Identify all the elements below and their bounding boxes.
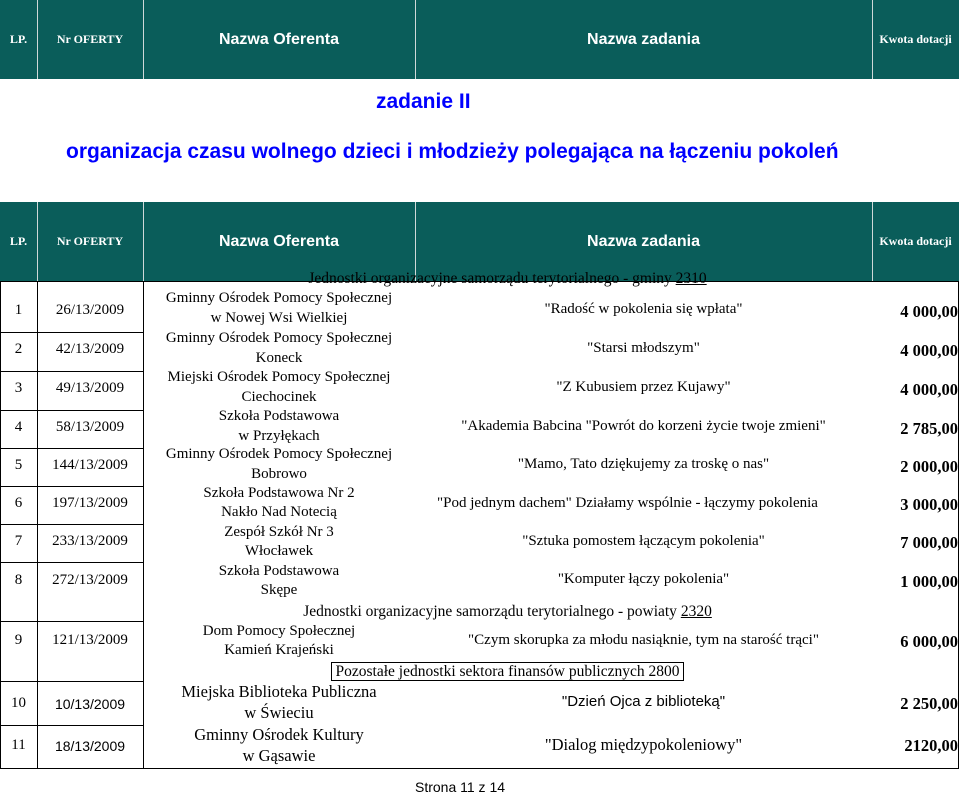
row-oferent-place: w Świeciu <box>244 703 314 722</box>
row-oferent-place: w Przyłękach <box>238 428 320 444</box>
grid-line <box>0 332 143 333</box>
row-zadanie: "Pod jednym dachem" Działamy wspólnie - łączymy pokolenia <box>437 495 818 511</box>
row-nr-oferty: 197/13/2009 <box>52 495 128 511</box>
row-oferent-place: Ciechocinek <box>241 389 317 405</box>
row-zadanie: "Starsi młodszym" <box>587 340 700 356</box>
header-nazwa-oferenta: Nazwa Oferenta <box>143 0 416 79</box>
row-lp: 7 <box>14 533 23 549</box>
section-code: 2800 <box>648 663 680 680</box>
row-nr-oferty: 121/13/2009 <box>52 632 128 648</box>
grid-line <box>0 768 959 769</box>
task-title: zadanie II <box>376 90 471 113</box>
row-kwota: 2 250,00 <box>900 694 958 713</box>
row-oferent-place: w Gąsawie <box>242 746 316 765</box>
header-lp: LP. <box>0 202 38 281</box>
row-lp: 5 <box>14 457 23 473</box>
row-nr-oferty: 49/13/2009 <box>55 380 125 396</box>
row-kwota: 6 000,00 <box>900 632 958 651</box>
row-zadanie: "Akademia Babcina "Powrót do korzeni życie twoje zmieni" <box>461 418 826 434</box>
row-oferent-place: Bobrowo <box>251 466 307 482</box>
row-lp: 8 <box>14 572 23 588</box>
header-kwota-dotacji: Kwota dotacji <box>879 234 952 248</box>
row-lp: 11 <box>11 737 26 753</box>
row-kwota: 4 000,00 <box>900 341 958 360</box>
row-nr-oferty: 26/13/2009 <box>55 302 125 318</box>
row-kwota: 4 000,00 <box>900 302 958 321</box>
row-lp: 1 <box>14 302 23 318</box>
row-oferent-name: Miejski Ośrodek Pomocy Społecznej <box>167 369 391 385</box>
row-nr-oferty: 272/13/2009 <box>52 572 128 588</box>
row-nr-oferty: 144/13/2009 <box>52 457 128 473</box>
section-label-box <box>331 662 685 681</box>
row-zadanie: "Sztuka pomostem łączącym pokolenia" <box>522 533 765 549</box>
section-code: 2310 <box>675 270 707 287</box>
row-oferent-place: Nakło Nad Notecią <box>221 504 337 520</box>
row-lp: 3 <box>14 380 23 396</box>
header-nazwa-zadania: Nazwa zadania <box>415 202 873 281</box>
grid-line <box>0 448 143 449</box>
row-nr-oferty: 18/13/2009 <box>54 738 126 754</box>
row-oferent-name: Gminny Ośrodek Pomocy Społecznej <box>165 330 393 346</box>
section-header-powiaty <box>143 603 872 621</box>
grid-line <box>0 410 143 411</box>
section-header-pozostale <box>143 663 872 681</box>
grid-line <box>0 621 143 622</box>
grid-line <box>958 281 959 769</box>
grid-line <box>0 725 143 726</box>
section-header-gminy <box>143 270 872 288</box>
row-oferent-place: Włocławek <box>244 543 314 559</box>
grid-line <box>0 524 143 525</box>
row-oferent-name: Gminny Ośrodek Pomocy Społecznej <box>165 446 393 462</box>
row-kwota: 2 785,00 <box>900 419 958 438</box>
row-zadanie: "Dzień Ojca z biblioteką" <box>561 693 726 710</box>
header-lp: LP. <box>0 0 38 79</box>
grid-line <box>0 681 143 682</box>
section-label: Jednostki organizacyjne samorządu terytorialnego - powiaty <box>303 603 677 620</box>
row-oferent-place: Kamień Krajeński <box>224 642 334 658</box>
page-number: Strona 11 z 14 <box>415 779 506 795</box>
row-oferent-name: Zespół Szkół Nr 3 <box>224 524 334 540</box>
row-kwota: 7 000,00 <box>900 533 958 552</box>
section-label: Jednostki organizacyjne samorządu terytorialnego - gminy <box>308 270 672 287</box>
row-lp: 9 <box>14 632 23 648</box>
row-lp: 4 <box>14 419 23 435</box>
task-subtitle: organizacja czasu wolnego dzieci i młodzieży polegająca na łączeniu pokoleń <box>66 140 839 163</box>
row-zadanie: "Mamo, Tato dziękujemy za troskę o nas" <box>517 456 770 472</box>
row-zadanie: "Komputer łączy pokolenia" <box>557 571 730 587</box>
row-kwota: 1 000,00 <box>900 572 958 591</box>
header-nr-oferty: Nr OFERTY <box>37 202 144 281</box>
row-lp: 10 <box>11 695 26 711</box>
row-oferent-name: Dom Pomocy Społecznej <box>202 623 356 639</box>
row-oferent-place: w Nowej Wsi Wielkiej <box>210 310 348 326</box>
row-lp: 2 <box>14 341 23 357</box>
row-kwota: 4 000,00 <box>900 380 958 399</box>
row-oferent-name: Szkoła Podstawowa <box>218 563 340 579</box>
table-header-top <box>0 0 959 79</box>
row-zadanie: "Czym skorupka za młodu nasiąknie, tym na starość trąci" <box>468 632 819 648</box>
row-kwota: 2 000,00 <box>900 457 958 476</box>
section-label: Pozostałe jednostki sektora finansów publicznych <box>335 663 645 680</box>
row-zadanie: "Z Kubusiem przez Kujawy" <box>556 379 731 395</box>
row-nr-oferty: 58/13/2009 <box>55 419 125 435</box>
row-nr-oferty: 233/13/2009 <box>52 533 128 549</box>
row-kwota: 3 000,00 <box>900 495 958 514</box>
grid-line <box>0 562 143 563</box>
grid-line <box>0 371 143 372</box>
section-code: 2320 <box>680 603 712 620</box>
row-zadanie: "Dialog międzypokoleniowy" <box>544 735 743 754</box>
header-nr-oferty: Nr OFERTY <box>37 0 144 79</box>
row-oferent-name: Szkoła Podstawowa <box>218 408 340 424</box>
row-nr-oferty: 42/13/2009 <box>55 341 125 357</box>
header-kwota-dotacji: Kwota dotacji <box>879 32 952 46</box>
header-nazwa-zadania: Nazwa zadania <box>415 0 873 79</box>
row-oferent-name: Miejska Biblioteka Publiczna <box>181 682 377 701</box>
row-kwota: 2120,00 <box>904 736 958 755</box>
row-nr-oferty: 10/13/2009 <box>54 696 126 712</box>
grid-line <box>0 486 143 487</box>
row-lp: 6 <box>14 495 23 511</box>
row-oferent-place: Koneck <box>255 350 303 366</box>
row-zadanie: "Radość w pokolenia się wpłata" <box>544 301 743 317</box>
row-oferent-name: Gminny Ośrodek Kultury <box>194 725 364 744</box>
header-nazwa-oferenta: Nazwa Oferenta <box>143 202 416 281</box>
row-oferent-place: Skępe <box>260 582 298 598</box>
row-oferent-name: Szkoła Podstawowa Nr 2 <box>203 485 355 501</box>
row-oferent-name: Gminny Ośrodek Pomocy Społecznej <box>165 290 393 306</box>
